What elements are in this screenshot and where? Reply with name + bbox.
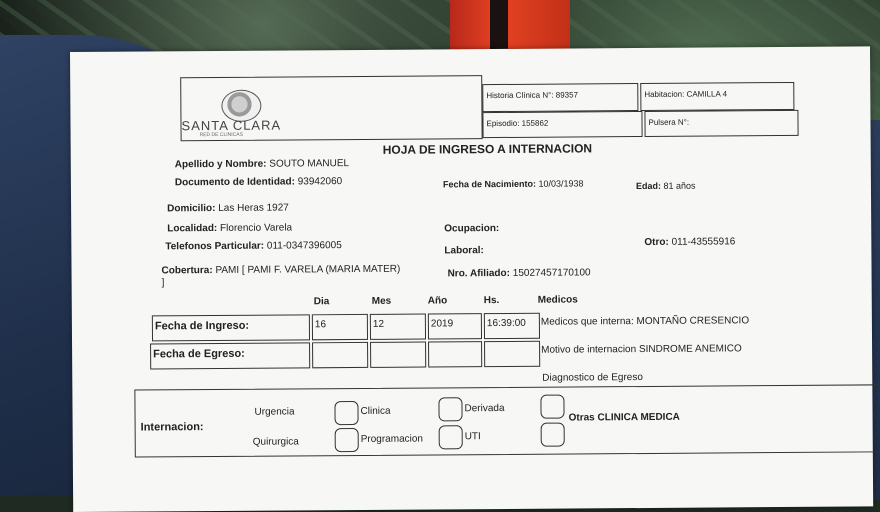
egreso-dia bbox=[312, 342, 368, 368]
telefono-label: Telefonos Particular: bbox=[165, 240, 265, 253]
clinica-checkbox[interactable] bbox=[438, 397, 462, 421]
egreso-label: Fecha de Egreso: bbox=[150, 342, 310, 369]
ingreso-label: Fecha de Ingreso: bbox=[152, 314, 310, 341]
cobertura-end: ] bbox=[161, 277, 165, 289]
col-dia: Dia bbox=[313, 296, 330, 308]
episodio-cell: Episodio: 155862 bbox=[482, 111, 642, 138]
ingreso-anio: 2019 bbox=[428, 313, 482, 339]
laboral-label: Laboral: bbox=[444, 245, 484, 257]
nombre-value: SOUTO MANUEL bbox=[269, 158, 350, 170]
col-anio: Año bbox=[427, 295, 448, 307]
afiliado-value: 15027457170100 bbox=[512, 267, 591, 279]
egreso-mes bbox=[370, 342, 426, 368]
derivada-checkbox[interactable] bbox=[540, 395, 564, 419]
otro-value: 011-43555916 bbox=[671, 236, 736, 248]
otras-row bbox=[569, 412, 680, 424]
logo-sub: RED DE CLINICAS bbox=[199, 131, 243, 139]
uti-checkbox[interactable] bbox=[541, 423, 565, 447]
domicilio-value: Las Heras 1927 bbox=[218, 202, 289, 214]
internacion-box bbox=[134, 384, 880, 457]
uti-label: UTI bbox=[464, 431, 481, 443]
domicilio-row bbox=[167, 202, 289, 214]
cobertura-row bbox=[161, 264, 400, 277]
programacion-label: Programacion bbox=[360, 433, 424, 445]
derivada-label: Derivada bbox=[464, 402, 505, 415]
otro-label: Otro: bbox=[644, 236, 669, 248]
ingreso-hs: 16:39:00 bbox=[484, 313, 540, 339]
nacimiento-value: 10/03/1938 bbox=[538, 178, 584, 189]
otras-value: Otras CLINICA MEDICA bbox=[568, 411, 680, 424]
motivo-internacion: Motivo de internacion SINDROME ANEMICO bbox=[541, 343, 742, 356]
habitacion-cell: Habitacion: CAMILLA 4 bbox=[640, 82, 794, 111]
form-title: HOJA DE INGRESO A INTERNACION bbox=[382, 141, 593, 157]
clinica-label: Clinica bbox=[360, 405, 391, 417]
urgencia-label: Urgencia bbox=[254, 406, 295, 418]
localidad-value: Florencio Varela bbox=[219, 222, 293, 234]
telefono-row bbox=[165, 240, 341, 252]
historia-cell: Historia Clínica N°: 89357 bbox=[482, 83, 638, 112]
urgencia-checkbox[interactable] bbox=[334, 401, 358, 425]
ocupacion-label: Ocupacion: bbox=[444, 223, 500, 235]
edad-label: Edad: bbox=[635, 180, 661, 192]
logo-box bbox=[180, 75, 482, 141]
doc-value: 93942060 bbox=[297, 176, 343, 188]
nombre-label: Apellido y Nombre: bbox=[174, 158, 267, 171]
edad-value: 81 años bbox=[663, 180, 696, 191]
egreso-anio bbox=[428, 341, 482, 367]
diagnostico-egreso: Diagnostico de Egreso bbox=[542, 372, 643, 384]
quirurgica-checkbox[interactable] bbox=[335, 428, 359, 452]
logo-name: SANTA CLARA bbox=[181, 117, 282, 134]
col-medicos: Medicos bbox=[537, 294, 578, 306]
pulsera-cell: Pulsera N°: bbox=[644, 110, 798, 137]
localidad-row bbox=[167, 222, 292, 234]
nacimiento-row bbox=[443, 178, 584, 189]
nacimiento-label: Fecha de Nacimiento: bbox=[442, 178, 536, 190]
internacion-label: Internacion: bbox=[140, 421, 204, 434]
col-hs: Hs. bbox=[483, 295, 500, 307]
medicos-interna: Medicos que interna: MONTAÑO CRESENCIO bbox=[540, 315, 750, 328]
doc-row bbox=[175, 176, 342, 188]
telefono-value: 011-0347396005 bbox=[266, 240, 342, 252]
quirurgica-label: Quirurgica bbox=[252, 436, 299, 448]
otro-row bbox=[644, 236, 735, 248]
cobertura-label: Cobertura: bbox=[161, 265, 213, 277]
doc-label: Documento de Identidad: bbox=[174, 176, 295, 189]
egreso-hs bbox=[484, 341, 540, 367]
afiliado-label: Nro. Afiliado: bbox=[447, 267, 511, 280]
nombre-row bbox=[175, 158, 349, 170]
domicilio-label: Domicilio: bbox=[167, 202, 216, 215]
programacion-checkbox[interactable] bbox=[439, 425, 463, 449]
col-mes: Mes bbox=[371, 295, 392, 307]
ingreso-mes: 12 bbox=[370, 314, 426, 340]
afiliado-row bbox=[448, 267, 591, 279]
admission-form-sheet bbox=[70, 46, 873, 512]
edad-row bbox=[636, 181, 696, 191]
cobertura-value: PAMI [ PAMI F. VARELA (MARIA MATER) bbox=[215, 263, 401, 276]
localidad-label: Localidad: bbox=[167, 222, 218, 235]
ingreso-dia: 16 bbox=[312, 314, 368, 340]
